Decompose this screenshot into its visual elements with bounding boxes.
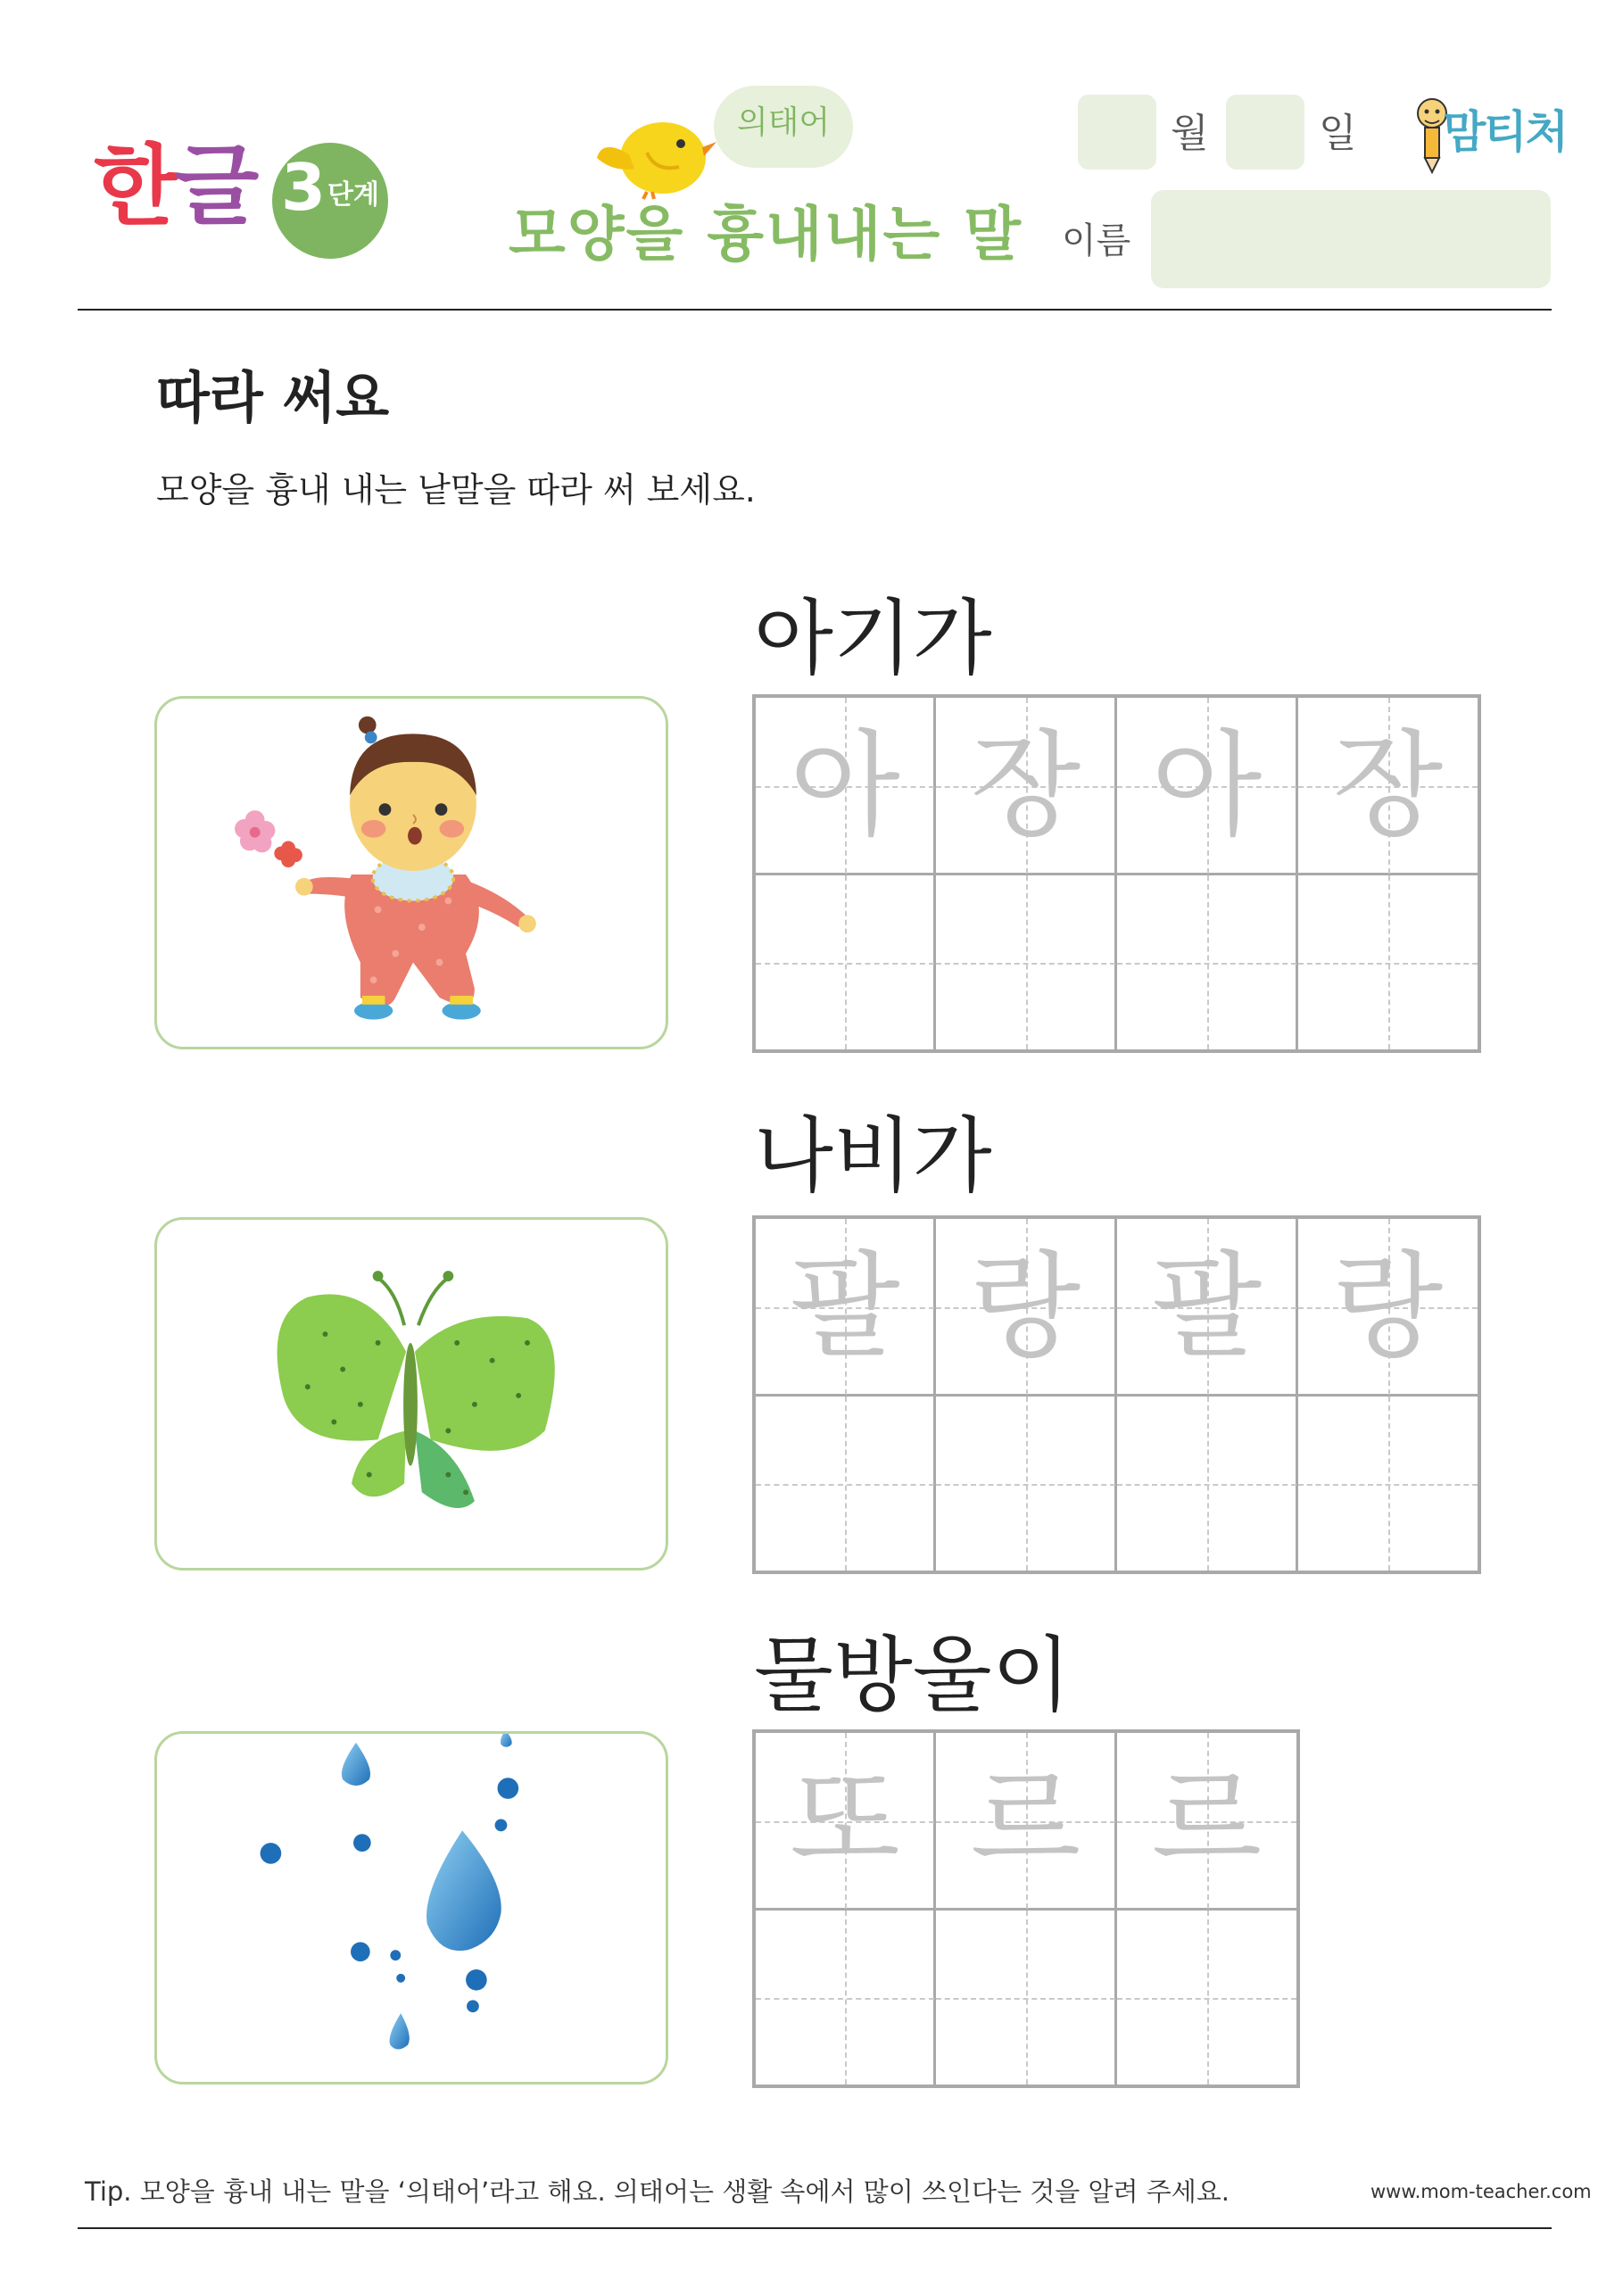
category-tag-label: 의태어 xyxy=(736,104,831,141)
day-input[interactable] xyxy=(1226,95,1304,170)
trace-char: 또 xyxy=(790,1753,900,1887)
name-label: 이름 xyxy=(1062,220,1131,261)
trace-cell[interactable] xyxy=(1117,1733,1296,1909)
name-input[interactable] xyxy=(1151,190,1551,288)
trace-cell[interactable] xyxy=(756,1219,934,1395)
trace-char: 랑 xyxy=(970,1239,1081,1373)
trace-char: 르 xyxy=(970,1753,1081,1887)
trace-cell[interactable] xyxy=(1117,1219,1296,1395)
trace-cell[interactable] xyxy=(936,1733,1115,1909)
trace-char: 아 xyxy=(1151,718,1263,852)
trace-char: 팔 xyxy=(1151,1239,1263,1373)
trace-char: 장 xyxy=(1332,718,1444,852)
write-cell[interactable] xyxy=(756,875,934,1049)
write-cell[interactable] xyxy=(1117,1911,1296,2085)
step-badge xyxy=(272,143,388,259)
trace-cell[interactable] xyxy=(936,1219,1115,1395)
trace-char: 랑 xyxy=(1332,1239,1444,1373)
write-cell[interactable] xyxy=(936,1397,1115,1571)
logo-text xyxy=(94,136,256,237)
category-tag xyxy=(714,86,853,168)
month-label: 월 xyxy=(1171,111,1209,156)
flower-icon xyxy=(235,810,302,867)
footer-tip: Tip. 모양을 흉내 내는 말을 ‘의태어’라고 해요. 의태어는 생활 속에서 많이 쓰인다는 것을 알려 주세요. xyxy=(85,2176,1230,2207)
brand-name: 맘티처 xyxy=(1443,106,1567,158)
step-number: 3 xyxy=(281,150,327,225)
trace-cell[interactable] xyxy=(1298,698,1478,874)
worksheet-title: 모양을 흉내내는 말 xyxy=(509,200,1023,269)
logo-char-1: 한 xyxy=(94,136,175,237)
butterfly-illustration xyxy=(154,1217,668,1571)
tracing-grid xyxy=(752,1215,1481,1574)
section-instruction: 모양을 흉내 내는 낱말을 따라 써 보세요. xyxy=(156,470,756,510)
trace-char: 장 xyxy=(970,718,1081,852)
month-input[interactable] xyxy=(1078,95,1156,170)
trace-char: 팔 xyxy=(790,1239,900,1373)
write-cell[interactable] xyxy=(1298,1397,1478,1571)
footer-divider xyxy=(78,2227,1552,2229)
series-logo xyxy=(94,134,397,268)
footer-url: www.mom-teacher.com xyxy=(1370,2181,1592,2202)
trace-cell[interactable] xyxy=(756,1733,934,1909)
brand-logo xyxy=(1414,94,1584,174)
trace-char: 아 xyxy=(790,718,900,852)
header-divider xyxy=(78,309,1552,311)
trace-cell[interactable] xyxy=(756,698,934,874)
trace-cell[interactable] xyxy=(1117,698,1296,874)
step-label: 단계 xyxy=(327,179,379,211)
water-drops-illustration xyxy=(154,1731,668,2085)
trace-cell[interactable] xyxy=(936,698,1115,874)
tracing-grid xyxy=(752,694,1481,1053)
tracing-grid xyxy=(752,1729,1300,2088)
write-cell[interactable] xyxy=(1298,875,1478,1049)
logo-char-2: 글 xyxy=(174,136,256,237)
trace-cell[interactable] xyxy=(1298,1219,1478,1395)
baby-illustration xyxy=(154,696,668,1049)
trace-char: 르 xyxy=(1151,1753,1263,1887)
day-label: 일 xyxy=(1319,111,1357,156)
item-word: 나비가 xyxy=(754,1108,992,1204)
item-word: 아기가 xyxy=(754,591,992,686)
write-cell[interactable] xyxy=(1117,1397,1296,1571)
chick-icon xyxy=(593,103,718,201)
write-cell[interactable] xyxy=(936,875,1115,1049)
write-cell[interactable] xyxy=(756,1397,934,1571)
item-word: 물방울이 xyxy=(754,1628,1072,1723)
write-cell[interactable] xyxy=(936,1911,1115,2085)
write-cell[interactable] xyxy=(1117,875,1296,1049)
write-cell[interactable] xyxy=(756,1911,934,2085)
section-title: 따라 써요 xyxy=(156,365,390,430)
